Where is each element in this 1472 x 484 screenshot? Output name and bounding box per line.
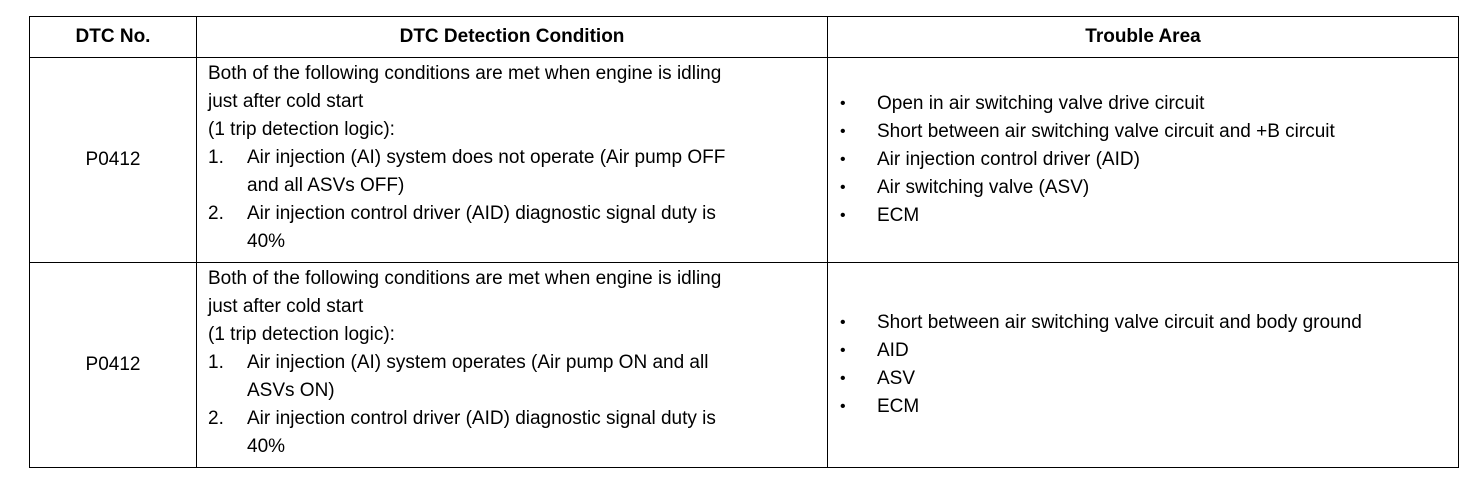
header-row [30, 17, 1459, 58]
list-item: • AID [840, 337, 1450, 365]
step-text: 40% [247, 436, 286, 457]
condition-step [208, 144, 819, 200]
bullet-icon: • [840, 342, 846, 359]
step-number: 2. [208, 203, 224, 224]
header-trouble-area: Trouble Area [828, 17, 1459, 58]
dtc-code: P0412 [30, 58, 197, 263]
bullet-icon: • [840, 370, 846, 387]
trouble-area-list [840, 90, 1450, 230]
step-number: 1. [208, 147, 224, 168]
bullet-icon: • [840, 123, 846, 140]
condition-steps [208, 144, 819, 256]
list-item: • Short between air switching valve circuit and +B circuit [840, 118, 1450, 146]
bullet-icon: • [840, 314, 846, 331]
trouble-area [828, 263, 1459, 468]
step-text: Air injection (AI) system does not operate (Air pump OFF [247, 147, 726, 168]
list-item: • ECM [840, 393, 1450, 421]
step-text: Air injection control driver (AID) diagnostic signal duty is [247, 203, 716, 224]
detection-condition [197, 58, 828, 263]
condition-line: Both of the following conditions are met when engine is idling [208, 268, 722, 289]
condition-line: (1 trip detection logic): [208, 119, 395, 140]
bullet-icon: • [840, 95, 846, 112]
list-item: • Open in air switching valve drive circuit [840, 90, 1450, 118]
list-item: • ASV [840, 365, 1450, 393]
table-row [30, 58, 1459, 263]
step-text: ASVs ON) [247, 380, 335, 401]
step-text: and all ASVs OFF) [247, 175, 405, 196]
step-number: 1. [208, 352, 224, 373]
step-text: Air injection (AI) system operates (Air pump ON and all [247, 352, 709, 373]
detection-condition [197, 263, 828, 468]
trouble-area [828, 58, 1459, 263]
trouble-area-list [840, 309, 1450, 421]
bullet-icon: • [840, 151, 846, 168]
list-item: • Air switching valve (ASV) [840, 174, 1450, 202]
bullet-icon: • [840, 207, 846, 224]
table-row [30, 263, 1459, 468]
header-detection-condition: DTC Detection Condition [197, 17, 828, 58]
dtc-table [29, 16, 1459, 468]
list-item: • ECM [840, 202, 1450, 230]
condition-line: just after cold start [208, 296, 364, 317]
step-text: Air injection control driver (AID) diagnostic signal duty is [247, 408, 716, 429]
bullet-icon: • [840, 398, 846, 415]
condition-step [208, 405, 819, 461]
header-dtc-no: DTC No. [30, 17, 197, 58]
list-item: • Air injection control driver (AID) [840, 146, 1450, 174]
condition-steps [208, 349, 819, 461]
step-number: 2. [208, 408, 224, 429]
condition-line: just after cold start [208, 91, 364, 112]
condition-line: (1 trip detection logic): [208, 324, 395, 345]
condition-step [208, 349, 819, 405]
dtc-code: P0412 [30, 263, 197, 468]
list-item: • Short between air switching valve circuit and body ground [840, 309, 1450, 337]
condition-step [208, 200, 819, 256]
step-text: 40% [247, 231, 286, 252]
condition-line: Both of the following conditions are met when engine is idling [208, 63, 722, 84]
bullet-icon: • [840, 179, 846, 196]
